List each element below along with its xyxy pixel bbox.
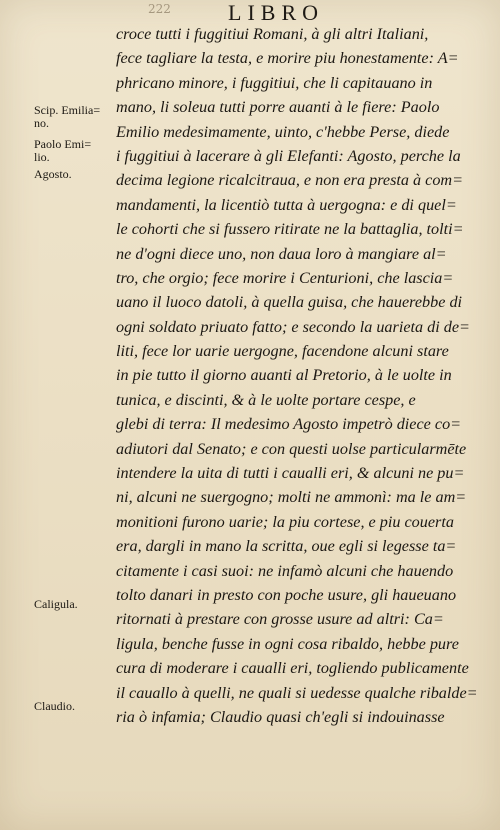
margin-note-caligula: Caligula. xyxy=(34,597,78,611)
text-line: mano, li soleua tutti porre auanti à le fiere: Paolo xyxy=(116,98,440,117)
text-line: ritornati à prestare con grosse usure ad altri: Ca= xyxy=(116,610,444,629)
margin-note-line: no. xyxy=(34,116,49,130)
text-line: in pie tutto il giorno auanti al Pretorio, à le uolte in xyxy=(116,366,452,385)
text-line: uano il luoco datoli, à quella guisa, che hauerebbe di xyxy=(116,293,463,312)
margin-note-agosto: Agosto. xyxy=(34,167,72,181)
margin-note-line: Paolo Emi= xyxy=(34,137,92,151)
text-line: monitioni furono uarie; la piu cortese, e piu couerta xyxy=(116,512,454,531)
margin-note-line: lio. xyxy=(34,150,50,164)
text-line: ria ò infamia; Claudio quasi ch'egli si indouinasse xyxy=(116,707,445,726)
text-line: ligula, benche fusse in ogni cosa ribaldo, hebbe pure xyxy=(116,634,459,653)
text-line: glebi di terra: Il medesimo Agosto impetrò diece co= xyxy=(116,415,462,434)
text-line: tunica, e discinti, & à le uolte portare cespe, e xyxy=(116,390,416,409)
text-line: fece tagliare la testa, e morire piu honestamente: A= xyxy=(116,49,459,68)
running-head: LIBRO xyxy=(228,0,324,25)
text-line: adiutori dal Senato; e con questi uolse particularmēte xyxy=(116,439,467,458)
text-line: era, dargli in mano la scritta, oue egli si legesse ta= xyxy=(116,537,457,556)
body-text xyxy=(116,22,488,729)
text-line: le cohorti che si fussero ritirate ne la battaglia, tolti= xyxy=(116,220,464,239)
text-line: ni, alcuni ne suergogno; molti ne ammonì: ma le am= xyxy=(116,488,467,507)
text-line: Emilio medesimamente, uinto, c'hebbe Perse, diede xyxy=(116,122,450,141)
text-line: liti, fece lor uarie uergogne, facendone alcuni stare xyxy=(116,342,449,361)
text-line: tolto danari in presto con poche usure, gli haueuano xyxy=(116,585,457,604)
text-line: ogni soldato priuato fatto; e secondo la uarieta di de= xyxy=(116,317,470,336)
margin-note-claudio: Claudio. xyxy=(34,699,75,713)
text-line: tro, che orgio; fece morire i Centurioni, che lascia= xyxy=(116,268,454,287)
text-line: il cauallo à quelli, ne quali si uedesse qualche ribalde= xyxy=(116,683,478,702)
margin-note-scipione xyxy=(34,104,100,130)
margin-note-paolo xyxy=(34,138,91,164)
text-line: i fuggitiui à lacerare à gli Elefanti: Agosto, perche la xyxy=(116,146,461,165)
page-number: 222 xyxy=(148,2,171,16)
text-line: citamente i casi suoi: ne infamò alcuni che hauendo xyxy=(116,561,454,580)
text-line: ne d'ogni diece uno, non daua loro à mangiare al= xyxy=(116,244,447,263)
text-line: intendere la uita di tutti i caualli eri, & alcuni ne pu= xyxy=(116,464,465,483)
text-line: decima legione ricalcitraua, e non era presta à com= xyxy=(116,171,464,190)
text-line: phricano minore, i fuggitiui, che li capitauano in xyxy=(116,73,433,92)
text-line: mandamenti, la licentiò tutta à uergogna: e di quel= xyxy=(116,195,457,214)
text-line: cura di moderare i caualli eri, togliendo publicamente xyxy=(116,659,469,678)
text-line: croce tutti i fuggitiui Romani, à gli altri Italiani, xyxy=(116,25,429,43)
margin-note-line: Scip. Emilia= xyxy=(34,103,101,117)
